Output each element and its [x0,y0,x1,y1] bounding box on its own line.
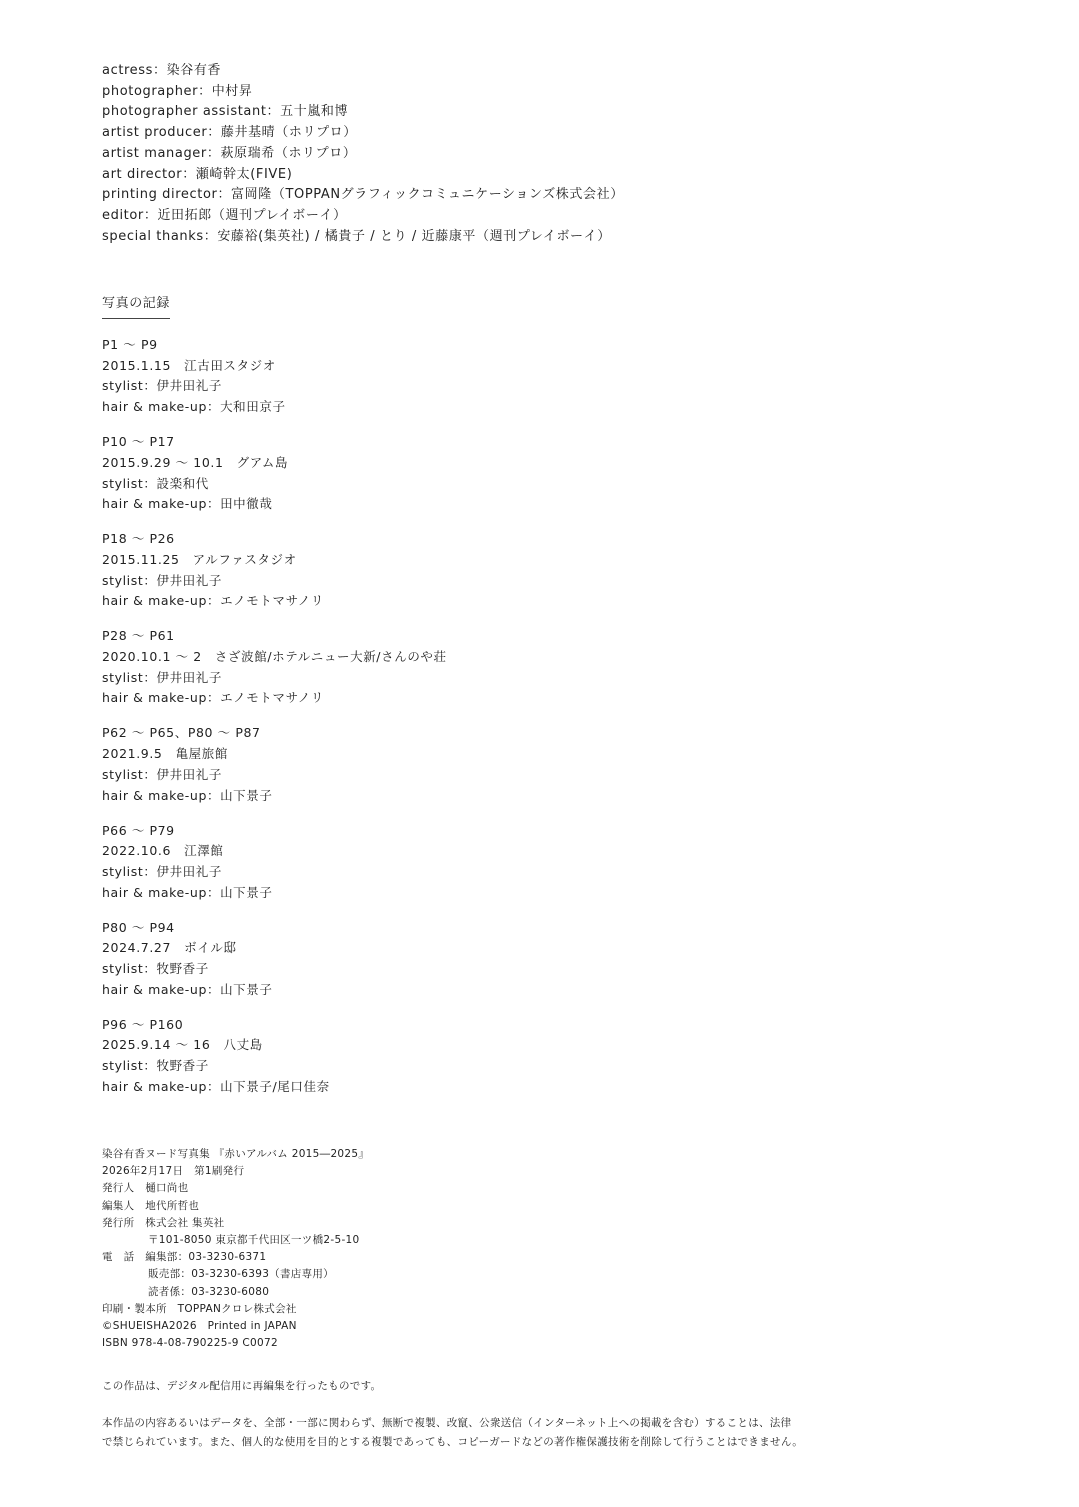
record-hair-makeup: hair & make-up：山下景子 [102,884,273,900]
copyright: ©SHUEISHA2026 Printed in JAPAN [102,1320,297,1333]
record-date-place: 2020.10.1 ～ 2 さざ波館/ホテルニュー大新/さんのや荘 [102,649,447,665]
phone-editorial: 電 話 編集部：03-3230-6371 [102,1251,267,1264]
notice-line: で禁じられています。また、個人的な使用を目的とする複製であっても、コピーガードなどの著作権保護技術を削除して行うことはできません。 [102,1436,804,1448]
printer: 印刷・製本所 TOPPANクロレ株式会社 [102,1302,297,1315]
record-hair-makeup: hair & make-up：エノモトマサノリ [102,690,325,706]
isbn: ISBN 978-4-08-790225-9 C0072 [102,1337,278,1350]
credit-actress: actress：染谷有香 [102,63,222,78]
credit-artist-manager: artist manager：萩原瑞希（ホリプロ） [102,145,357,161]
record-hair-makeup: hair & make-up：山下景子 [102,981,273,997]
record-stylist: stylist：伊井田礼子 [102,378,222,394]
publication-date: 2026年2月17日 第1刷発行 [102,1165,245,1178]
record-item [102,723,447,806]
record-date-place: 2021.9.5 亀屋旅館 [102,746,228,762]
record-hair-makeup: hair & make-up：山下景子/尾口佳奈 [102,1078,330,1094]
record-item [102,1015,447,1098]
record-stylist: stylist：伊井田礼子 [102,863,222,879]
record-pages: P62 ～ P65、P80 ～ P87 [102,725,261,741]
record-date-place: 2025.9.14 ～ 16 八丈島 [102,1037,263,1053]
record-date-place: 2015.11.25 アルファスタジオ [102,551,297,567]
digital-edition-note: この作品は、デジタル配信用に再編集を行ったものです。 [102,1380,382,1392]
book-title: 染谷有香ヌード写真集 『赤いアルバム 2015―2025』 [102,1148,370,1160]
colophon [102,1146,369,1352]
credit-editor: editor：近田拓郎（週刊プレイボーイ） [102,207,347,223]
record-pages: P28 ～ P61 [102,628,175,644]
record-stylist: stylist：伊井田礼子 [102,572,222,588]
record-date-place: 2024.7.27 ボイル邸 [102,940,237,956]
record-date-place: 2022.10.6 江澤館 [102,843,224,859]
credit-photographer-assistant: photographer assistant：五十嵐和博 [102,104,349,120]
publisher-company: 発行所 株式会社 集英社 [102,1216,225,1229]
record-date-place: 2015.9.29 ～ 10.1 グアム島 [102,454,289,470]
credit-printing-director: printing director：富岡隆（TOPPANグラフィックコミュニケーションズ株式会社） [102,187,624,203]
credit-photographer: photographer：中村昇 [102,83,253,99]
record-item [102,918,447,1001]
credit-special-thanks: special thanks：安藤裕(集英社) / 橘貴子 / とり / 近藤康平（週刊プレイボーイ） [102,228,611,244]
publisher-address: 〒101-8050 東京都千代田区一ツ橋2-5-10 [148,1234,360,1247]
record-item [102,335,447,418]
record-item [102,626,447,709]
record-stylist: stylist：伊井田礼子 [102,766,222,782]
editor-person: 編集人 地代所哲也 [102,1199,200,1212]
record-date-place: 2015.1.15 江古田スタジオ [102,357,276,373]
record-hair-makeup: hair & make-up：山下景子 [102,787,273,803]
record-stylist: stylist：牧野香子 [102,1058,209,1074]
record-stylist: stylist：設楽和代 [102,475,209,491]
record-item [102,821,447,904]
notice-line: 本作品の内容あるいはデータを、全部・一部に関わらず、無断で複製、改竄、公衆送信（インターネット上への掲載を含む）することは、法律 [102,1417,792,1429]
phone-readers: 読者係：03-3230-6080 [148,1285,270,1298]
record-pages: P18 ～ P26 [102,531,175,547]
record-item [102,529,447,612]
record-pages: P96 ～ P160 [102,1016,184,1032]
record-pages: P66 ～ P79 [102,822,175,838]
section-title: 写真の記録 [102,294,170,319]
phone-sales: 販売部：03-3230-6393（書店専用） [148,1268,334,1281]
record-pages: P1 ～ P9 [102,337,158,352]
record-stylist: stylist：牧野香子 [102,961,209,977]
credit-art-director: art director：瀬崎幹太(FIVE) [102,166,293,182]
record-hair-makeup: hair & make-up：大和田京子 [102,399,286,415]
record-hair-makeup: hair & make-up：エノモトマサノリ [102,593,325,609]
staff-credits [102,61,624,247]
record-hair-makeup: hair & make-up：田中徹哉 [102,496,273,512]
record-pages: P10 ～ P17 [102,434,175,450]
photo-records [102,335,447,1112]
publisher-person: 発行人 樋口尚也 [102,1182,189,1195]
credit-artist-producer: artist producer：藤井基晴（ホリプロ） [102,125,357,141]
record-stylist: stylist：伊井田礼子 [102,669,222,685]
copyright-notice [102,1414,803,1452]
record-pages: P80 ～ P94 [102,919,175,935]
record-item [102,432,447,515]
